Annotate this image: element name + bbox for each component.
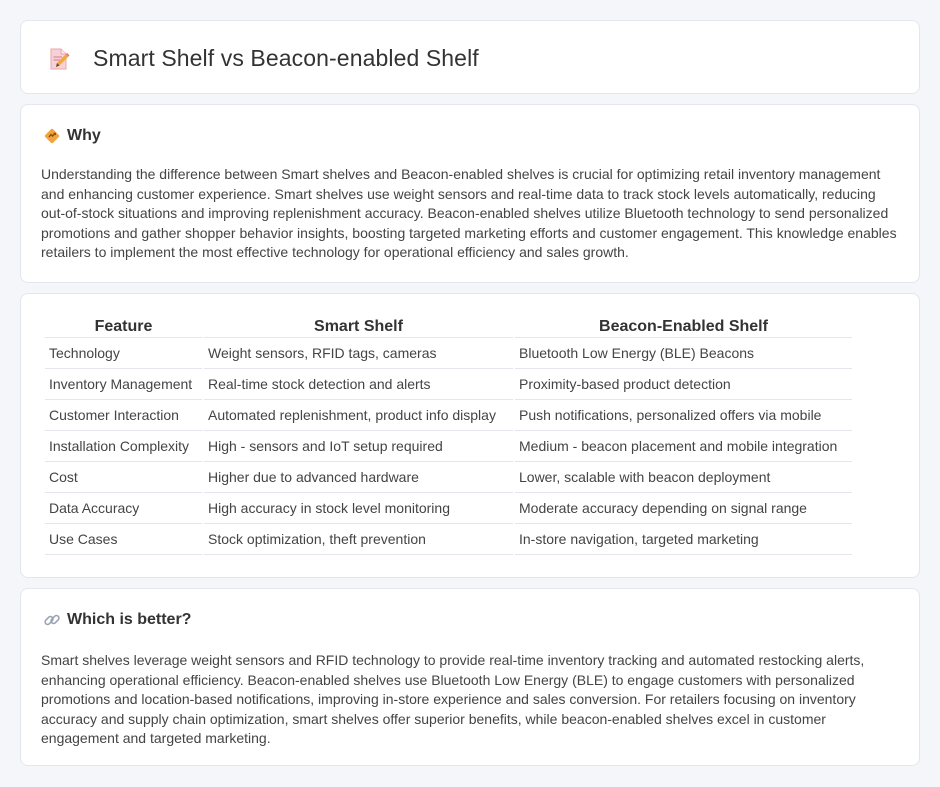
table-cell: Moderate accuracy depending on signal range (515, 493, 852, 524)
table-cell: Data Accuracy (45, 493, 202, 524)
better-heading-row (43, 611, 191, 629)
column-header-smart-shelf: Smart Shelf (204, 315, 513, 338)
table-row (45, 400, 852, 431)
table-cell: Weight sensors, RFID tags, cameras (204, 338, 513, 369)
table-cell: Inventory Management (45, 369, 202, 400)
table-cell: Push notifications, personalized offers via mobile (515, 400, 852, 431)
table-cell: Cost (45, 462, 202, 493)
better-heading: Which is better? (67, 611, 192, 628)
table-row (45, 524, 852, 555)
table-row (45, 493, 852, 524)
title-row (47, 45, 479, 72)
why-body: Understanding the difference between Smart shelves and Beacon-enabled shelves is crucial for optimizing retail inventory management and enhancing customer experience. Smart shelves use weight sensors and real-time data to track stock levels automatically, reducing out-of-stock situations and improving replenishment accuracy. Beacon-enabled shelves utilize Bluetooth technology to send personalized promotions and gather shopper behavior insights, boosting targeted marketing efforts and customer engagement. This knowledge enables retailers to implement the most effective technology for operational efficiency and sales growth. (41, 166, 897, 261)
table-cell: Real-time stock detection and alerts (204, 369, 513, 400)
table-cell: High accuracy in stock level monitoring (204, 493, 513, 524)
comparison-table (43, 315, 854, 555)
table-cell: In-store navigation, targeted marketing (515, 524, 852, 555)
column-header-feature: Feature (45, 315, 202, 338)
table-row (45, 338, 852, 369)
table-cell: Bluetooth Low Energy (BLE) Beacons (515, 338, 852, 369)
table-cell: Use Cases (45, 524, 202, 555)
which-is-better-section (20, 588, 920, 766)
why-section (20, 104, 920, 283)
link-icon (43, 611, 61, 629)
why-heading-row (43, 127, 101, 145)
diamond-sign-icon (43, 127, 61, 145)
table-cell: Medium - beacon placement and mobile integration (515, 431, 852, 462)
comparison-section (20, 293, 920, 578)
document-pencil-icon (47, 47, 71, 71)
title-card (20, 20, 920, 94)
better-body: Smart shelves leverage weight sensors and RFID technology to provide real-time inventory tracking and automated restocking alerts, enhancing operational efficiency. Beacon-enabled shelves use Bluetooth Low Energy (BLE) to engage customers with personalized promotions and location-based notifications, improving in-store experience and sales conversion. For retailers focusing on inventory accuracy and supply chain optimization, smart shelves offer superior benefits, while beacon-enabled shelves excel in customer engagement and targeted marketing. (41, 652, 865, 747)
table-cell: Lower, scalable with beacon deployment (515, 462, 852, 493)
table-cell: High - sensors and IoT setup required (204, 431, 513, 462)
table-row (45, 431, 852, 462)
column-header-beacon-shelf: Beacon-Enabled Shelf (515, 315, 852, 338)
page-title: Smart Shelf vs Beacon-enabled Shelf (93, 45, 479, 71)
table-row (45, 369, 852, 400)
table-cell: Installation Complexity (45, 431, 202, 462)
table-row (45, 462, 852, 493)
table-cell: Higher due to advanced hardware (204, 462, 513, 493)
why-heading: Why (67, 127, 101, 144)
table-cell: Automated replenishment, product info display (204, 400, 513, 431)
table-header-row (45, 315, 852, 338)
table-cell: Technology (45, 338, 202, 369)
table-cell: Customer Interaction (45, 400, 202, 431)
table-cell: Stock optimization, theft prevention (204, 524, 513, 555)
table-cell: Proximity-based product detection (515, 369, 852, 400)
